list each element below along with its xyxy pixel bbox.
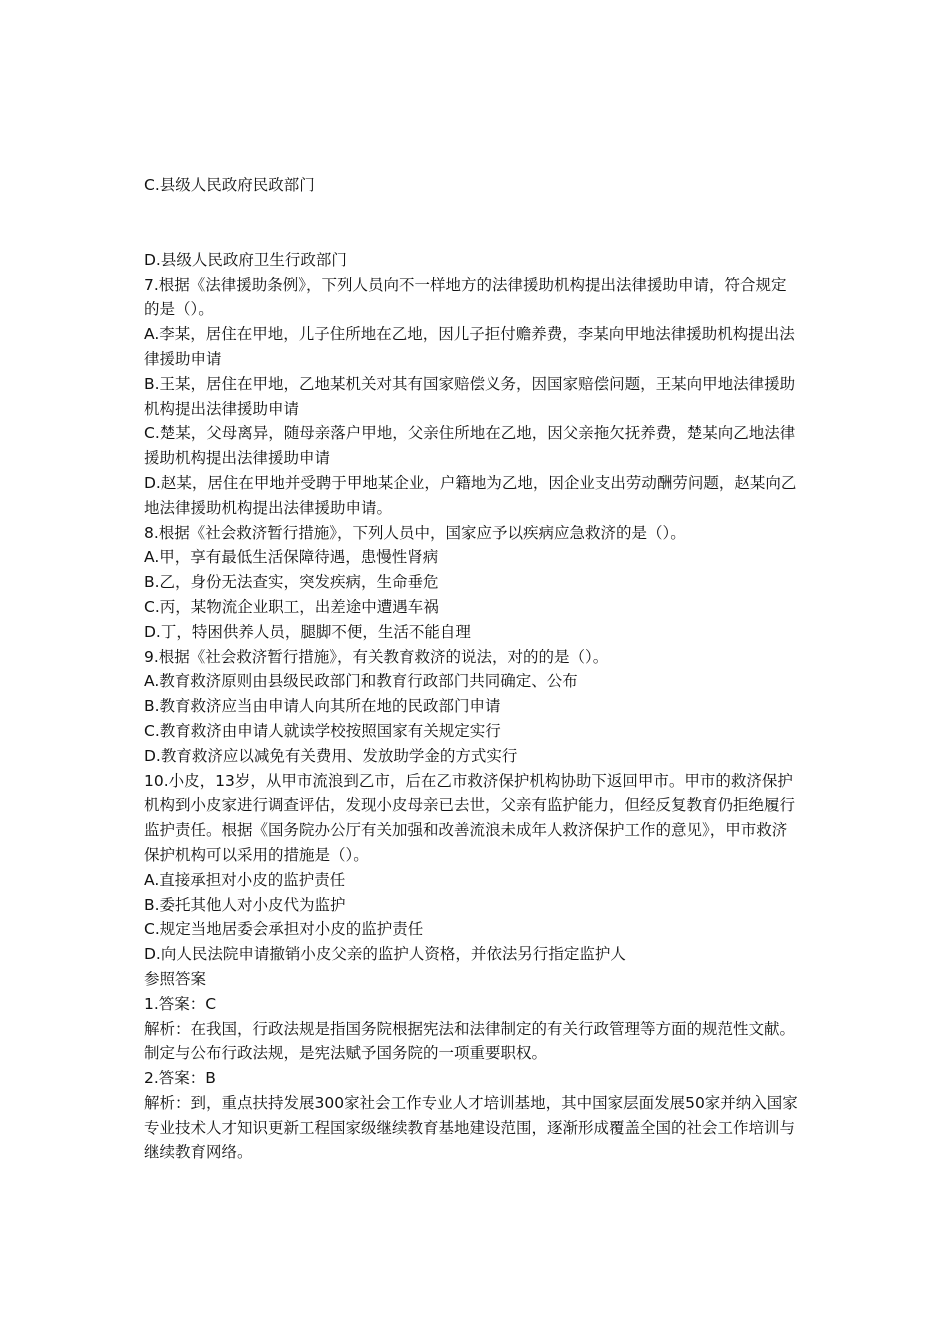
option-d-line: D.县级人民政府卫生行政部门	[144, 250, 347, 269]
question-8-option-d: D.丁，特困供养人员，腿脚不便，生活不能自理	[144, 622, 471, 641]
question-8-option-b: B.乙，身份无法查实，突发疾病，生命垂危	[144, 573, 439, 592]
question-9-option-d: D.教育救济应以减免有关费用、发放助学金的方式实行	[144, 746, 518, 765]
question-10-option-a: A.直接承担对小皮的监护责任	[144, 870, 346, 889]
answer-2-explanation: 解析：到，重点扶持发展300家社会工作专业人才培训基地，其中国家层面发展50家并纳入国家专业技术人才知识更新工程国家级继续教育基地建设范围，逐渐形成覆盖全国的社会工作培训与继续教育网络。	[144, 1093, 798, 1162]
answer-1-explanation: 解析：在我国，行政法规是指国务院根据宪法和法律制定的有关行政管理等方面的规范性文献。制定与公布行政法规，是宪法赋予国务院的一项重要职权。	[144, 1019, 796, 1063]
question-7-option-a: A.李某，居住在甲地，儿子住所地在乙地，因儿子拒付赡养费，李某向甲地法律援助机构提出法律援助申请	[144, 325, 795, 368]
paragraph-gap	[144, 198, 800, 248]
question-9-option-b: B.教育救济应当由申请人向其所在地的民政部门申请	[144, 697, 501, 716]
question-9: 9.根据《社会救济暂行措施》，有关教育救济的说法，对的的是（）。	[144, 647, 609, 666]
question-9-option-a: A.教育救济原则由县级民政部门和教育行政部门共同确定、公布	[144, 672, 578, 691]
question-7: 7.根据《法律援助条例》，下列人员向不一样地方的法律援助机构提出法律援助申请，符合规定的是（）。	[144, 275, 787, 319]
document-body	[144, 173, 800, 1165]
answer-2: 2.答案：B	[144, 1069, 216, 1088]
question-8-option-c: C.丙，某物流企业职工，出差途中遭遇车祸	[144, 597, 439, 616]
question-7-option-b: B.王某，居住在甲地，乙地某机关对其有国家赔偿义务，因国家赔偿问题，王某向甲地法律援助机构提出法律援助申请	[144, 374, 796, 418]
question-10-option-c: C.规定当地居委会承担对小皮的监护责任	[144, 920, 424, 939]
question-8: 8.根据《社会救济暂行措施》，下列人员中，国家应予以疾病应急救济的是（）。	[144, 523, 686, 542]
question-8-option-a: A.甲，享有最低生活保障待遇，患慢性肾病	[144, 548, 439, 567]
question-9-option-c: C.教育救济由申请人就读学校按照国家有关规定实行	[144, 721, 501, 740]
answers-heading: 参照答案	[144, 969, 207, 988]
question-7-option-c: C.楚某，父母离异，随母亲落户甲地，父亲住所地在乙地，因父亲拖欠抚养费，楚某向乙地法律援助机构提出法律援助申请	[144, 424, 796, 468]
question-10: 10.小皮，13岁，从甲市流浪到乙市，后在乙市救济保护机构协助下返回甲市。甲市的救济保护机构到小皮家进行调查评估，发现小皮母亲已去世，父亲有监护能力，但经反复教育仍拒绝履行监护责任。根据《国务院办公厅有关加强和改善流浪未成年人救济保护工作的意见》，甲市救济保护机构可以采用的措施是（）。	[144, 771, 796, 864]
answer-1: 1.答案：C	[144, 994, 217, 1013]
question-10-option-b: B.委托其他人对小皮代为监护	[144, 895, 346, 914]
question-10-option-d: D.向人民法院申请撤销小皮父亲的监护人资格，并依法另行指定监护人	[144, 945, 626, 964]
option-c-line: C.县级人民政府民政部门	[144, 176, 315, 194]
question-7-option-d: D.赵某，居住在甲地并受聘于甲地某企业，户籍地为乙地，因企业支出劳动酬劳问题，赵某向乙地法律援助机构提出法律援助申请。	[144, 473, 797, 517]
